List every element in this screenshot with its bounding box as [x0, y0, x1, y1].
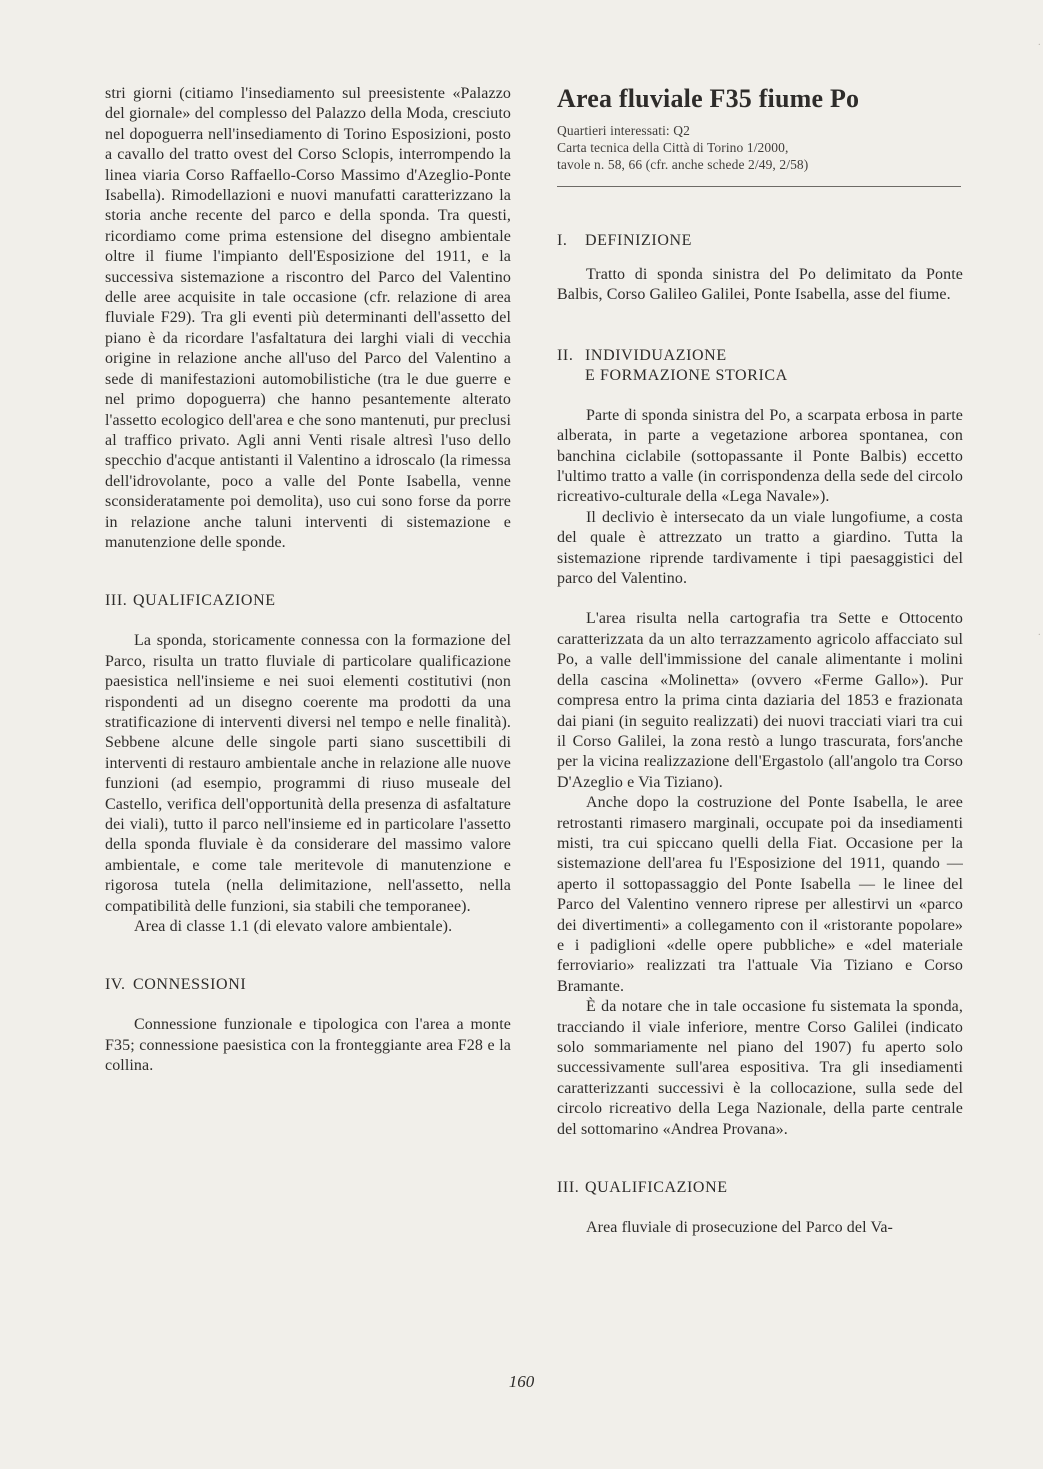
section-title: QUALIFICAZIONE: [133, 592, 276, 610]
area-title: Area fluviale F35 fiume Po: [557, 84, 860, 113]
section-heading-individuazione: [557, 346, 963, 386]
section-number: III.: [105, 592, 128, 610]
qualificazione-paragraph: La sponda, storicamente connessa con la formazione del Parco, risulta un tratto fluviale di particolare qualificazione paesistica nell'insieme e nei suoi elementi costitutivi (non rispondenti ad un disegno coerente ma prodotti da una stratificazione di interventi diversi nel tempo e nelle finalità). Sebbene alcune delle singole parti siano suscettibili di interventi di restauro ambientale anche in relazione alle nuove funzioni (ad esempio, programmi di riuso museale del Castello, verifica dell'opportunità della presenza di asfaltature dei viali), tutto il parco nell'insieme ed in particolare l'assetto della sponda fluviale è da considerare del massimo valore ambientale, e come tale meritevole di manutenzione e rigorosa tutela (nella delimitazione, nell'assetto, nella compatibilità delle funzioni, sia stabili che temporanee).: [105, 632, 511, 915]
connessioni-paragraph: Connessione funzionale e tipologica con l'area a monte F35; connessione paesistica con la fronteggiante area F28 e la collina.: [105, 1016, 511, 1075]
section-heading-connessioni: [105, 975, 511, 995]
scan-edge-mark: ·: [1037, 40, 1041, 51]
area-metadata: [557, 122, 963, 173]
individuazione-paragraph-4: Anche dopo la costruzione del Ponte Isabella, le aree retrostanti rimasero marginali, occupate poi da insediamenti misti, tra cui spiccano quelli della Fiat. Occasione per la sistemazione dell'area fu l'Esposizione del 1911, quando — aperto il sottopassaggio del Ponte Isabella — le linee del Parco del Valentino vennero riprese per allestirvi un «parco dei divertimenti» a collegamento con il «ristorante popolare» e i padiglioni «delle opere pubbliche» e «del materiale ferroviario» realizzati tra l'attuale Via Tiziano e Corso Bramante.: [557, 794, 963, 995]
scan-edge-mark: ·: [1037, 630, 1041, 641]
metadata-tavole: tavole n. 58, 66 (cfr. anche schede 2/49, 2/58): [557, 157, 809, 172]
metadata-carta-tecnica: Carta tecnica della Città di Torino 1/2000,: [557, 140, 789, 155]
left-intro-paragraph: stri giorni (citiamo l'insediamento sul preesistente «Palazzo del giornale» del complesso del Palazzo della Moda, cresciuto nel dopoguerra nell'insediamento di Torino Esposizioni, posto a cavallo del tratto ovest del Corso Sclopis, interrompendo la linea viaria Corso Raffaello-Corso Massimo d'Azeglio-Ponte Isabella). Rimodellazioni e nuovi manufatti caratterizzano la storia anche recente del parco e della sponda. Tra questi, ricordiamo come prima estensione del disegno ambientale oltre il fiume l'impianto dell'Esposizione del 1911, e la successiva sistemazione a riscontro del Parco del Valentino delle aree acquisite in tale occasione (cfr. relazione di area fluviale F29). Tra gli eventi più determinanti dell'assetto del piano è da ricordare l'asfaltatura dei larghi viali di vecchia origine in relazione anche all'uso del Parco del Valentino a sede di manifestazioni automobilistiche (tra le due guerre e nel primo dopoguerra) che hanno pesantemente alterato l'assetto ecologico dell'area e che sono mantenuti, pur preclusi al traffico privato. Agli anni Venti risale altresì l'uso dello specchio d'acque antistanti il Valentino a idroscalo (la rimessa dell'idrovolante, poco a valle del Ponte Isabella, venne sconsideratamente poi demolita), uso cui sono forse da porre in relazione anche taluni interventi di sistemazione e manutenzione delle sponde.: [105, 85, 511, 551]
section-title-line1: INDIVIDUAZIONE: [585, 346, 727, 364]
individuazione-paragraph-3: L'area risulta nella cartografia tra Sette e Ottocento caratterizzata da un alto terrazzamento agricolo affacciato sul Po, a valle dell'immissione del canale alimentante i molini della cascina «Molinetta» (ovvero «Ferme Gallo»). Pur compresa entro la prima cinta daziaria del 1853 e frazionata dai piani (in seguito realizzati) dei nuovi tracciati viari tra cui il Corso Galilei, la zona restò a lungo trascurata, fors'anche per la vicina realizzazione dell'Ergastolo (all'angolo tra Corso D'Azeglio e Via Tiziano).: [557, 610, 963, 791]
section-title: DEFINIZIONE: [585, 232, 693, 249]
section-number: IV.: [105, 976, 126, 994]
section-heading-definizione: [557, 231, 963, 251]
individuazione-paragraph-5: È da notare che in tale occasione fu sistemata la sponda, tracciando il viale inferiore, mentre Corso Galilei (indicato solo sommariamente nel piano del 1907) fu aperto solo successivamente sull'area espositiva. Tra gli insediamenti caratterizzanti successivi è la collocazione, sulla sede del circolo ricreativo della Lega Nazionale, della parte centrale del sottomarino «Andrea Provana».: [557, 998, 963, 1138]
section-title: QUALIFICAZIONE: [585, 1179, 728, 1197]
individuazione-paragraph-1: Parte di sponda sinistra del Po, a scarpata erbosa in parte alberata, in parte a vegetazione arborea spontanea, con banchina ciclabile (sottopassante il Ponte Balbis) eccetto l'ultimo tratto a valle (in corrispondenza della sede del circolo ricreativo-culturale della «Lega Navale»).: [557, 406, 963, 506]
right-column: [557, 84, 963, 1238]
section-number: I.: [557, 232, 568, 249]
left-column: [105, 84, 511, 1077]
section-number: III.: [557, 1179, 580, 1197]
section-heading-qualificazione: [105, 591, 511, 611]
section-title: CONNESSIONI: [133, 976, 247, 994]
qualificazione-right-paragraph: Area fluviale di prosecuzione del Parco del Va-: [586, 1219, 893, 1237]
qualificazione-class-paragraph: Area di classe 1.1 (di elevato valore ambientale).: [134, 918, 453, 936]
section-title-line2: E FORMAZIONE STORICA: [585, 366, 788, 384]
section-number: II.: [557, 346, 574, 364]
definizione-paragraph: Tratto di sponda sinistra del Po delimitato da Ponte Balbis, Corso Galileo Galilei, Ponte Isabella, asse del fiume.: [557, 266, 963, 304]
individuazione-paragraph-2: Il declivio è intersecato da un viale lungofiume, a costa del quale è attrezzato un tratto a giardino. Tutta la sistemazione riprende tardivamente i tipi paesaggistici del parco del Valentino.: [557, 508, 963, 588]
metadata-quartieri: Quartieri interessati: Q2: [557, 123, 690, 138]
section-heading-qualificazione-right: [557, 1178, 963, 1198]
header-divider: [557, 186, 961, 187]
page-number: 160: [508, 1372, 535, 1391]
